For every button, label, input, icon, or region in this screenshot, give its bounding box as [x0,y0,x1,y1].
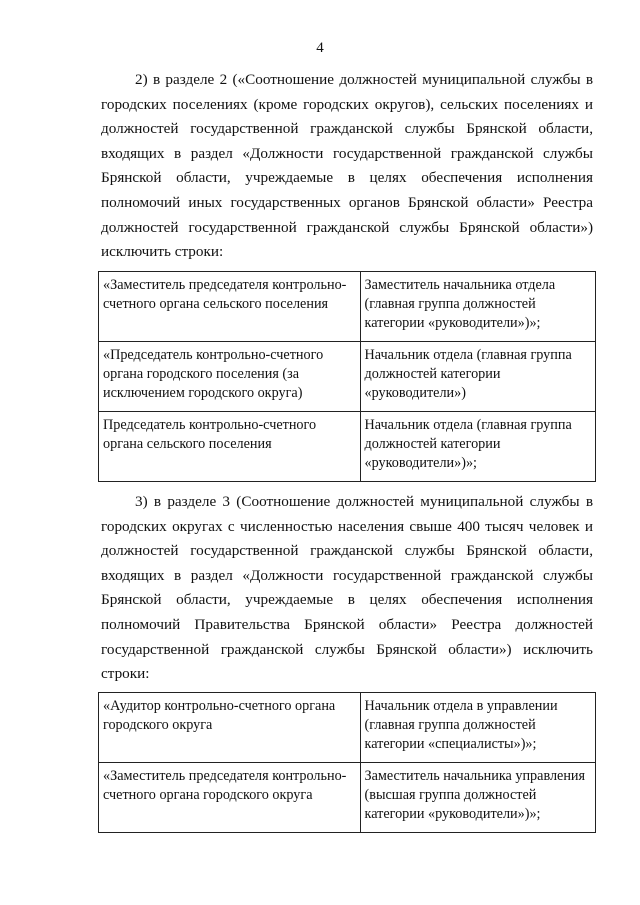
table-row [99,342,596,412]
table-row [99,412,596,482]
section-3-paragraph [101,490,593,687]
table-cell-municipal-position: «Заместитель председателя контрольно-счетного органа городского округа [99,763,361,833]
table-row [99,272,596,342]
table-cell-municipal-position: «Заместитель председателя контрольно-счетного органа сельского поселения [99,272,361,342]
table-cell-state-position: Заместитель начальника управления (высшая группа должностей категории «руководители»)»; [360,763,595,833]
section-2-text: 2) в разделе 2 («Соотношение должностей муниципальной службы в городских поселениях (кроме городских округов), сельских поселениях и должностей государственной гражданской службы Брянской области, входящих в раздел «Должности государственной гражданской службы Брянской области, учреждаемые в целях обеспечения исполнения полномочий иных государственных органов Брянской области» Реестра должностей государственной гражданской службы Брянской области») исключить строки: [101,71,593,261]
section-3-excluded-rows-table [98,692,596,833]
table-row [99,693,596,763]
table-cell-state-position: Начальник отдела (главная группа должностей категории «руководители») [360,342,595,412]
page-number: 4 [316,40,324,56]
section-2-paragraph [101,68,593,265]
table-cell-state-position: Заместитель начальника отдела (главная группа должностей категории «руководители»)»; [360,272,595,342]
section-3-text: 3) в разделе 3 (Соотношение должностей муниципальной службы в городских округах с численностью населения свыше 400 тысяч человек и должностей государственной гражданской службы Брянской области, входящих в раздел «Должности государственной гражданской службы Брянской области, учреждаемые в целях обеспечения исполнения полномочий Правительства Брянской области» Реестра должностей государственной гражданской службы Брянской области») исключить строки: [101,493,593,683]
table-cell-municipal-position: Председатель контрольно-счетного органа сельского поселения [99,412,361,482]
table-cell-municipal-position: «Аудитор контрольно-счетного органа городского округа [99,693,361,763]
table-cell-municipal-position: «Председатель контрольно-счетного органа городского поселения (за исключением городского округа) [99,342,361,412]
section-2-excluded-rows-table [98,271,596,482]
table-row [99,763,596,833]
table-cell-state-position: Начальник отдела в управлении (главная группа должностей категории «специалисты»)»; [360,693,595,763]
table-cell-state-position: Начальник отдела (главная группа должностей категории «руководители»)»; [360,412,595,482]
